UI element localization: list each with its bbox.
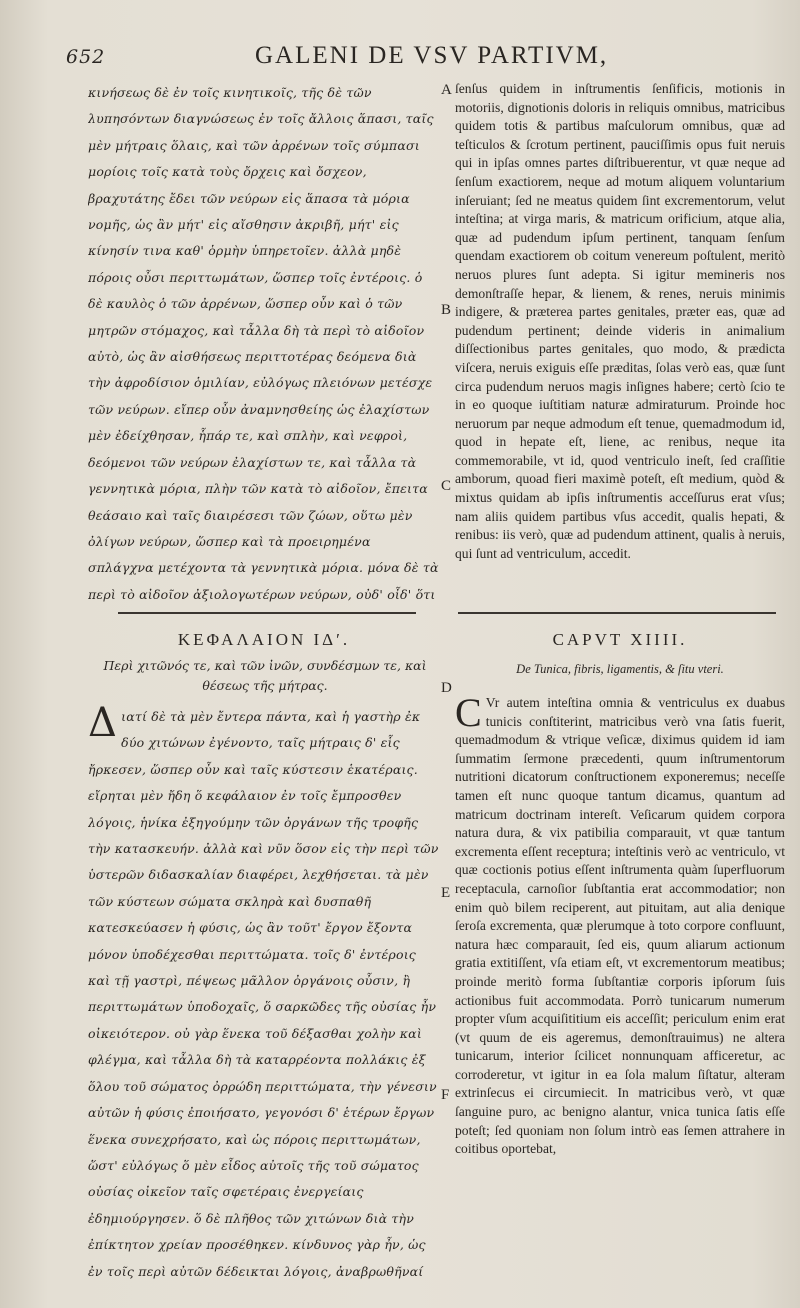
latin-section-rule bbox=[458, 612, 776, 614]
latin-paragraph: ſenſus quidem in inſtrumentis ſenſificis, motionis in motoriis, dignotionis doloris in reliquis omnibus, matricibus quidem totis & partibus maſculorum omnibus, quæ ad teſticulos & ſcrotum pertinent, pauciſſimis opus fuit neruis qui in ipſas omnes partes diſtribuerentur, vt quæ neque ad ſenſum exactiorem, neque ad motum aliquem voluntarium inſeruiant; ſed ne meatus quidem ſint excrementorum, velut inteſtina; at virga maris, & matricum orificium, atque alia, quæ ad pudendum ipſum pertinent, tanquam ſenſum quendam exactiorem ob coitum venereum poſtulent, meritò neruos plures ſunt adepta. Si igitur memineris nos demonſtraſſe hepar, & lienem, & renes, neruis minimis indigere, & præterea partes genitales, præter eas, quæ ad pudendum pertinent; deinde videris in animalium diſſectionibus partes genitales, quo modo, & prædicta viſcera, neruis exiguis eſſe præditas, ſolas verò eas, quæ ſunt circa pudendum neruos magis inſignes habere; certò ſcio te in eo quoque iuſtitiam naturæ admiraturum. Proinde hoc neruorum par neque admodum eſt tenue, quemadmodum id, quod in hepate eſt, liene, ac renibus, neque ita commemorabile, vt id, quod ventriculo ineſt, ſed craſſitie amborum, quoad fieri maximè poteſt, eſt medium, quòd & mixtus quidam ab ipſis inſtrumentis acceſſurus erat vſus; nam aliis quidem partibus vſus accedit, qualis hepati, & renibus: iis verò, quæ ad pudendum attinent, qualis à neruis, qui ſunt ad ventriculum, accedit. bbox=[455, 81, 785, 561]
latin-chapter-heading: CAPVT XIIII. bbox=[552, 630, 688, 649]
greek-chapter-paragraph bbox=[88, 704, 440, 1284]
latin-chapter-text: Vr autem inteſtina omnia & ventriculus ex duabus tunicis conſtiterint, matricibus verò vna ſatis fuerit, quemadmodum & vtrique veſicæ, diximus quidem id iam ſummatim ſermone præcedenti, quum inſtrumentorum nutritioni dicatorum conſtructionem exponeremus; neceſſe tamen eſt nunc quoque tantum dicamus, quantum ad matricum doctrinam intereſt. Veſicarum quidem corpora natura dura, & vix patibilia comparauit, vt quæ tantum excrementa eſſent receptura; inteſtinis verò ac ventriculo, vt quæ coctionis potius eſſent inſtrumenta quàm ſuperfluorum receptacula, carnoſior ſubſtantia erat accommodatior; non enim quò bilem reciperent, aut pituitam, aut alia denique ſeroſa excrementa, quæ plerumque à toto corpore confluunt, natura hæc comparauit, ſed eis, quum aliarum actionum gratia extitiſſent, vſa etiam eſt, vt excrementorum meatibus; proinde meritò forma ſubſtantiæ corporis ipſorum ſuis actionibus fuit accommodata. Porrò tunicarum numerum propter vſum acquiſititium eis acceſſit; periculum enim erat (vt quum de eis ageremus, demonſtrauimus) ne altera tunicarum, interior ſcilicet nonnunquam afficeretur, ac corroderetur, vt igitur in ea ſola malum ſiſtatur, alteram extrinſecus ei circumiecit. In matricibus verò, vt quæ ſanguine puro, ac benigno alantur, vnica tunica ſatis eſſe poteſt; ſed quoniam non ſolum intrò eas ſemen attrahere in coitibus oportebat, bbox=[455, 695, 785, 1157]
latin-column-bottom bbox=[455, 694, 785, 1286]
greek-column-bottom bbox=[88, 704, 440, 1284]
margin-letter-b: B bbox=[441, 302, 452, 318]
greek-chapter-heading: ΚΕΦΑΛΑΙΟΝ ΙΔʹ. bbox=[177, 630, 351, 649]
greek-chapter-subtitle: Περὶ χιτῶνός τε, καὶ τῶν ἰνῶν, συνδέσμων τε, καὶ θέσεως τῆς μήτρας. bbox=[103, 658, 427, 693]
latin-chapter-subtitle: De Tunica, fibris, ligamentis, & ſitu vteri. bbox=[516, 662, 724, 676]
margin-letter-f: F bbox=[441, 1087, 450, 1103]
greek-dropcap: Δ bbox=[88, 704, 118, 746]
latin-dropcap: C bbox=[455, 694, 482, 735]
margin-letter-c: C bbox=[441, 478, 452, 494]
running-title: GALENI DE VSV PARTIVM, bbox=[255, 42, 609, 69]
latin-chapter-paragraph bbox=[455, 694, 785, 1159]
latin-column-top bbox=[455, 80, 785, 610]
page-number: 652 bbox=[66, 46, 106, 68]
margin-letter-d: D bbox=[441, 680, 452, 696]
greek-chapter-text: ιατί δὲ τὰ μὲν ἔντερα πάντα, καὶ ἡ γαστὴρ ἐκ δύο χιτώνων ἐγένοντο, ταῖς μήτραις δ' εἷς ἤρκεσεν, ὥσπερ οὖν καὶ ταῖς κύστεσιν ἑκατέραις. εἴρηται μὲν ἤδη ὅ κεφάλαιον ἐν τοῖς ἔμπροσθεν λόγοις, ἡνίκα ἐξηγούμην τῶν ὀργάνων τῆς τροφῆς τὴν κατασκευήν. ἀλλὰ καὶ νῦν ὅσον εἰς τὴν περὶ τῶν ὑστερῶν διδασκαλίαν διαφέρει, λεχθήσεται. τὰ μὲν τῶν κύστεων σώματα σκληρὰ καὶ δυσπαθῆ κατεσκεύασεν ἡ φύσις, ὡς ἂν τοῦτ' ἔργον ἔξοντα μόνον ὑποδέχεσθαι περιττώματα. τοῖς δ' ἐντέροις καὶ τῇ γαστρὶ, πέψεως μᾶλλον ὀργάνοις οὖσιν, ἢ περιττωμάτων ὑποδοχαῖς, ὅ σαρκῶδες τῆς οὐσίας ἦν οἰκειότερον. οὐ γὰρ ἕνεκα τοῦ δέξασθαι χολὴν καὶ φλέγμα, καὶ τἆλλα δὴ τὰ καταρρέοντα πολλάκις ἐξ ὅλου τοῦ σώματος ὀρρώδη περιττώματα, τὴν γένεσιν αὐτῶν ἡ φύσις ἐποιήσατο, γεγονόσι δ' ἑτέρων ἔργων ἕνεκα συνεχρήσατο, καὶ ὡς πόροις περιττωμάτων, ὥστ' εὐλόγως ὅ μὲν εἶδος αὐτοῖς τῆς τοῦ σώματος οὐσίας οἰκεῖον ταῖς σφετέραις ἐνεργείαις ἐδημιούργησεν. ὅ δὲ πλῆθος τῶν χιτώνων διὰ τὴν ἐπίκτητον χρείαν προσέθηκεν. κίνδυνος γὰρ ἦν, ὡς ἐν τοῖς περὶ αὐτῶν δέδεικται λόγοις, ἀναβρωθῆναί bbox=[88, 709, 439, 1279]
greek-column-top bbox=[88, 80, 440, 608]
greek-section-rule bbox=[118, 612, 416, 614]
page-header bbox=[0, 38, 800, 78]
margin-letter-a: A bbox=[441, 82, 452, 98]
greek-paragraph: κινήσεως δὲ ἐν τοῖς κινητικοῖς, τῆς δὲ τῶν λυπησόντων διαγνώσεως ἐν τοῖς ἄλλοις ἅπασι, ταῖς μὲν μήτραις ὅλαις, καὶ τῶν ἀρρένων τοῖς σύμπασι μορίοις τοῖς κατὰ τοὺς ὄρχεις καὶ ὄσχεον, βραχυτάτης ἔδει τῶν νεύρων εἰς ἅπασα τὰ μόρια νομῆς, ὡς ἂν μήτ' εἰς αἴσθησιν ἀκριβῆ, μήτ' εἰς κίνησίν τινα καθ' ὁρμὴν ὑπηρετοῖεν. ἀλλὰ μηδὲ πόροις οὖσι περιττωμάτων, ὥσπερ τοῖς ἐντέροις. ὁ δὲ καυλὸς ὁ τῶν ἀρρένων, ὥσπερ οὖν καὶ ὁ τῶν μητρῶν στόμαχος, καὶ τἆλλα δὴ τὰ περὶ τὸ αἰδοῖον αὐτὸ, ὡς ἂν αἰσθήσεως περιττοτέρας δεόμενα διὰ τὴν ἀφροδίσιον ὁμιλίαν, εὐλόγως πλειόνων μετέσχε τῶν νεύρων. εἴπερ οὖν ἀναμνησθείης ὡς ἐλαχίστων μὲν ἐδείχθησαν, ἧπάρ τε, καὶ σπλὴν, καὶ νεφροὶ, δεόμενοι τῶν νεύρων ἐλαχίστων τε, καὶ τἆλλα τὰ γεννητικὰ μόρια, πλὴν τῶν κατὰ τὸ αἰδοῖον, ἔπειτα θεάσαιο καὶ ταῖς διαιρέσεσι τῶν ζώων, οὕτω μὲν ὀλίγων νεύρων, ὥσπερ καὶ τὰ προειρημένα σπλάγχνα μετέχοντα τὰ γεννητικὰ μόρια. μόνα δὲ τὰ περὶ τὸ αἰδοῖον ἀξιολογωτέρων νεύρων, οὐδ' οἶδ' ὅτι bbox=[88, 85, 439, 602]
margin-letter-e: E bbox=[441, 885, 451, 901]
